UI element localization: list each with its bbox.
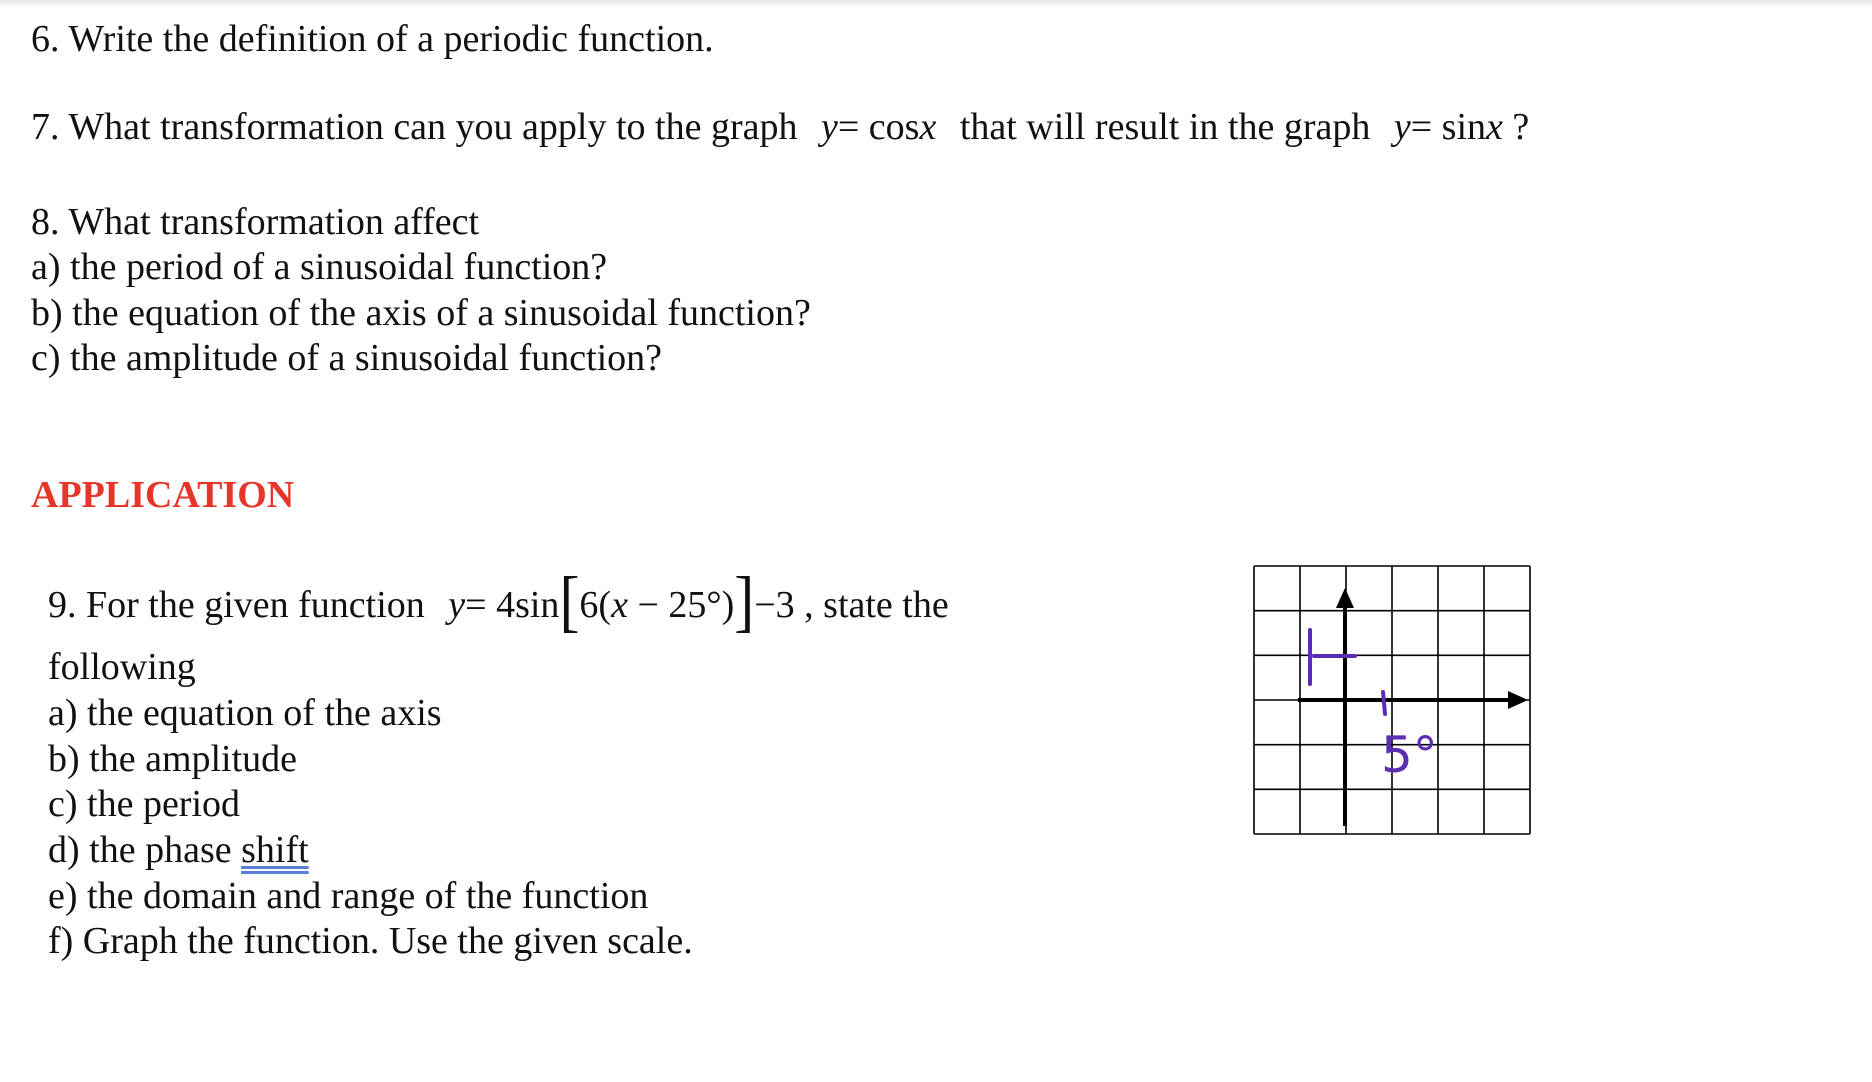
x-scale-label: 5° xyxy=(1381,726,1438,784)
application-heading xyxy=(31,472,294,518)
eq-amplitude-sin: = 4sin xyxy=(465,584,560,626)
eq-variable-x: x xyxy=(611,584,628,626)
question-6 xyxy=(31,16,714,62)
question-9-equation xyxy=(448,563,804,639)
question-8-part-b xyxy=(31,290,811,336)
question-9-part-e-text: e) the domain and range of the function xyxy=(48,875,649,917)
eq-vertical-shift: −3 xyxy=(754,584,795,626)
question-9-part-b xyxy=(48,736,297,782)
question-9-part-e xyxy=(48,873,648,919)
eq-variable-y: y xyxy=(820,106,838,148)
question-9-part-c xyxy=(48,781,240,827)
application-heading-text: APPLICATION xyxy=(31,474,295,516)
question-7 xyxy=(31,104,1529,150)
eq-frequency: 6( xyxy=(579,584,612,626)
question-9-part-d-text: d) the phase xyxy=(48,829,242,871)
question-7-suffix: ? xyxy=(1512,106,1530,148)
question-9-continued xyxy=(48,644,196,690)
page-top-shadow xyxy=(0,0,1872,8)
question-9-prefix: 9. For the given function xyxy=(48,584,425,626)
x-axis-arrowhead xyxy=(1508,691,1528,709)
question-9-part-f-text: f) Graph the function. Use the given scale. xyxy=(48,920,693,962)
eq-left-bracket: [ xyxy=(559,563,580,639)
eq-sin-text: = sin xyxy=(1410,106,1487,148)
spellcheck-underlined-word[interactable]: shift xyxy=(241,829,309,871)
eq-right-bracket: ] xyxy=(734,563,755,639)
question-7-prefix: 7. What transformation can you apply to the graph xyxy=(31,106,798,148)
y-axis-arrowhead xyxy=(1336,588,1354,608)
question-8-part-b-text: b) the equation of the axis of a sinusoidal function? xyxy=(31,292,811,334)
question-6-text: 6. Write the definition of a periodic function. xyxy=(31,18,714,60)
question-8-part-c xyxy=(31,335,662,381)
question-9-suffix: , state the xyxy=(804,584,949,626)
eq-variable-y: y xyxy=(448,584,466,626)
handwritten-scale-marks xyxy=(1310,630,1438,784)
question-8-intro-text: 8. What transformation affect xyxy=(31,201,480,243)
question-7-middle: that will result in the graph xyxy=(959,106,1371,148)
question-9-part-d xyxy=(48,827,309,873)
question-9-part-c-text: c) the period xyxy=(48,783,241,825)
question-9-part-b-text: b) the amplitude xyxy=(48,738,298,780)
question-9-part-f xyxy=(48,918,693,964)
question-7-equation-cos xyxy=(821,106,946,148)
question-8-part-a xyxy=(31,244,607,290)
eq-variable-y: y xyxy=(1393,106,1411,148)
question-7-equation-sin xyxy=(1394,106,1513,148)
question-8-part-c-text: c) the amplitude of a sinusoidal function? xyxy=(31,337,663,379)
eq-phase: − 25°) xyxy=(627,584,735,626)
question-8-intro xyxy=(31,199,479,245)
eq-variable-x: x xyxy=(1486,106,1503,148)
question-9 xyxy=(48,563,949,639)
question-9-continued-text: following xyxy=(48,646,196,688)
eq-variable-x: x xyxy=(919,106,937,148)
question-9-part-a xyxy=(48,690,442,736)
question-9-part-a-text: a) the equation of the axis xyxy=(48,692,442,734)
eq-cos-text: = cos xyxy=(837,106,920,148)
question-8-part-a-text: a) the period of a sinusoidal function? xyxy=(31,246,608,288)
graph-grid xyxy=(1252,564,1532,836)
